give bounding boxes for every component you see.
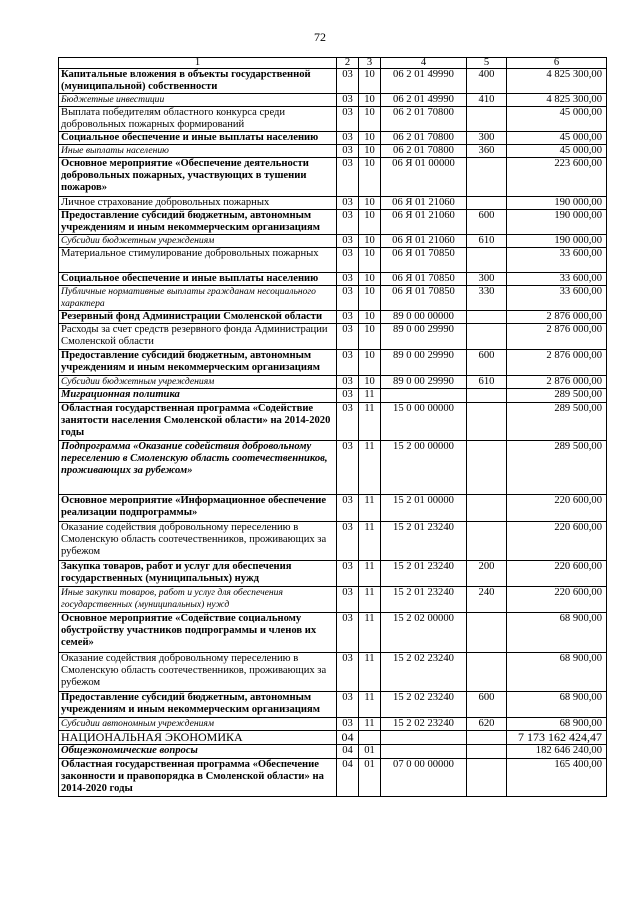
row-subsection-cell: 10: [359, 158, 381, 197]
row-amount-cell: 33 600,00: [507, 273, 607, 286]
row-amount-cell: 220 600,00: [507, 522, 607, 561]
row-subsection-cell: 11: [359, 653, 381, 692]
row-expense-type-cell: [467, 389, 507, 403]
row-target-code-cell: 89 0 00 29990: [381, 324, 467, 350]
row-target-code-cell: 07 0 00 00000: [381, 759, 467, 797]
row-section-cell: 03: [337, 692, 359, 718]
row-target-code-cell: [381, 389, 467, 403]
budget-table: [58, 57, 607, 797]
row-expense-type-cell: 410: [467, 94, 507, 107]
row-target-code-cell: 06 Я 01 70850: [381, 286, 467, 311]
row-name-cell: Предоставление субсидий бюджетным, автономным учреждениям и иным некоммерческим организациям: [59, 210, 337, 235]
row-amount-cell: 190 000,00: [507, 235, 607, 248]
row-expense-type-cell: [467, 311, 507, 324]
row-name-cell: Выплата победителям областного конкурса среди добровольных пожарных формирований: [59, 107, 337, 132]
row-section-cell: 03: [337, 286, 359, 311]
table-row: [59, 132, 607, 145]
table-row: [59, 731, 607, 745]
row-name-cell: Публичные нормативные выплаты гражданам несоциального характера: [59, 286, 337, 311]
row-target-code-cell: [381, 731, 467, 745]
row-amount-cell: 220 600,00: [507, 495, 607, 522]
table-row: [59, 324, 607, 350]
row-target-code-cell: 06 2 01 49990: [381, 94, 467, 107]
row-section-cell: 03: [337, 441, 359, 495]
row-amount-cell: 190 000,00: [507, 210, 607, 235]
row-expense-type-cell: 610: [467, 376, 507, 389]
table-row: [59, 235, 607, 248]
table-row: [59, 495, 607, 522]
row-target-code-cell: 15 2 01 23240: [381, 522, 467, 561]
row-subsection-cell: 11: [359, 522, 381, 561]
row-target-code-cell: 15 2 01 00000: [381, 495, 467, 522]
row-amount-cell: 45 000,00: [507, 145, 607, 158]
row-subsection-cell: 11: [359, 561, 381, 587]
row-name-cell: Расходы за счет средств резервного фонда Администрации Смоленской области: [59, 324, 337, 350]
table-row: [59, 561, 607, 587]
row-amount-cell: 289 500,00: [507, 403, 607, 441]
row-section-cell: 03: [337, 324, 359, 350]
row-target-code-cell: [381, 745, 467, 759]
row-subsection-cell: 10: [359, 286, 381, 311]
row-amount-cell: 2 876 000,00: [507, 376, 607, 389]
row-name-cell: Основное мероприятие «Информационное обеспечение реализации подпрограммы»: [59, 495, 337, 522]
table-row: [59, 350, 607, 376]
row-section-cell: 03: [337, 248, 359, 273]
row-amount-cell: 68 900,00: [507, 613, 607, 653]
row-target-code-cell: 15 0 00 00000: [381, 403, 467, 441]
row-amount-cell: 4 825 300,00: [507, 69, 607, 94]
row-expense-type-cell: [467, 197, 507, 210]
table-row: [59, 248, 607, 273]
row-expense-type-cell: 400: [467, 69, 507, 94]
row-section-cell: 04: [337, 745, 359, 759]
row-name-cell: Областная государственная программа «Обеспечение законности и правопорядка в Смоленской области» на 2014-2020 годы: [59, 759, 337, 797]
row-target-code-cell: 89 0 00 00000: [381, 311, 467, 324]
row-subsection-cell: 10: [359, 311, 381, 324]
row-name-cell: Бюджетные инвестиции: [59, 94, 337, 107]
row-section-cell: 03: [337, 235, 359, 248]
row-subsection-cell: 11: [359, 441, 381, 495]
row-name-cell: Субсидии автономным учреждениям: [59, 718, 337, 731]
row-section-cell: 03: [337, 350, 359, 376]
row-section-cell: 03: [337, 210, 359, 235]
row-name-cell: Общеэкономические вопросы: [59, 745, 337, 759]
row-subsection-cell: 01: [359, 759, 381, 797]
row-expense-type-cell: 610: [467, 235, 507, 248]
row-target-code-cell: 06 Я 01 70850: [381, 273, 467, 286]
row-target-code-cell: 06 2 01 70800: [381, 107, 467, 132]
table-header-row: [59, 58, 607, 69]
row-target-code-cell: 06 2 01 70800: [381, 132, 467, 145]
row-subsection-cell: 10: [359, 376, 381, 389]
row-amount-cell: 2 876 000,00: [507, 324, 607, 350]
row-section-cell: 03: [337, 132, 359, 145]
row-subsection-cell: 10: [359, 132, 381, 145]
row-name-cell: Оказание содействия добровольному переселению в Смоленскую область соотечественников, проживающих за рубежом: [59, 522, 337, 561]
row-subsection-cell: 11: [359, 587, 381, 613]
row-name-cell: Субсидии бюджетным учреждениям: [59, 376, 337, 389]
row-expense-type-cell: [467, 731, 507, 745]
table-row: [59, 158, 607, 197]
table-row: [59, 587, 607, 613]
row-subsection-cell: 10: [359, 145, 381, 158]
row-amount-cell: 190 000,00: [507, 197, 607, 210]
table-row: [59, 273, 607, 286]
row-expense-type-cell: [467, 107, 507, 132]
row-name-cell: Предоставление субсидий бюджетным, автономным учреждениям и иным некоммерческим организациям: [59, 350, 337, 376]
row-expense-type-cell: [467, 248, 507, 273]
row-name-cell: Материальное стимулирование добровольных пожарных: [59, 248, 337, 273]
row-expense-type-cell: [467, 158, 507, 197]
row-expense-type-cell: [467, 613, 507, 653]
row-subsection-cell: 10: [359, 210, 381, 235]
row-subsection-cell: 11: [359, 389, 381, 403]
row-target-code-cell: 06 Я 01 21060: [381, 197, 467, 210]
row-expense-type-cell: 600: [467, 210, 507, 235]
row-subsection-cell: 10: [359, 107, 381, 132]
row-amount-cell: 223 600,00: [507, 158, 607, 197]
row-name-cell: Закупка товаров, работ и услуг для обеспечения государственных (муниципальных) нужд: [59, 561, 337, 587]
row-subsection-cell: 10: [359, 273, 381, 286]
table-row: [59, 441, 607, 495]
row-target-code-cell: 89 0 00 29990: [381, 350, 467, 376]
header-cell-2: 2: [337, 58, 359, 69]
row-name-cell: Личное страхование добровольных пожарных: [59, 197, 337, 210]
table-row: [59, 197, 607, 210]
row-amount-cell: 2 876 000,00: [507, 311, 607, 324]
row-target-code-cell: 15 2 02 23240: [381, 653, 467, 692]
row-amount-cell: 45 000,00: [507, 132, 607, 145]
row-target-code-cell: 15 2 02 23240: [381, 718, 467, 731]
row-expense-type-cell: [467, 403, 507, 441]
table-row: [59, 718, 607, 731]
table-row: [59, 613, 607, 653]
row-name-cell: Капитальные вложения в объекты государственной (муниципальной) собственности: [59, 69, 337, 94]
row-amount-cell: 68 900,00: [507, 718, 607, 731]
row-target-code-cell: 06 2 01 70800: [381, 145, 467, 158]
row-name-cell: Предоставление субсидий бюджетным, автономным учреждениям и иным некоммерческим организациям: [59, 692, 337, 718]
header-cell-5: 5: [467, 58, 507, 69]
row-amount-cell: 68 900,00: [507, 692, 607, 718]
row-amount-cell: 182 646 240,00: [507, 745, 607, 759]
row-target-code-cell: 06 Я 01 70850: [381, 248, 467, 273]
row-target-code-cell: 06 Я 01 00000: [381, 158, 467, 197]
row-section-cell: 03: [337, 145, 359, 158]
row-section-cell: 03: [337, 376, 359, 389]
row-section-cell: 03: [337, 197, 359, 210]
table-row: [59, 759, 607, 797]
row-section-cell: 03: [337, 311, 359, 324]
row-subsection-cell: 10: [359, 94, 381, 107]
row-expense-type-cell: 330: [467, 286, 507, 311]
row-expense-type-cell: 600: [467, 350, 507, 376]
row-section-cell: 03: [337, 718, 359, 731]
table-row: [59, 69, 607, 94]
row-section-cell: 03: [337, 94, 359, 107]
row-expense-type-cell: 240: [467, 587, 507, 613]
row-section-cell: 03: [337, 403, 359, 441]
row-section-cell: 03: [337, 158, 359, 197]
row-amount-cell: 289 500,00: [507, 441, 607, 495]
table-row: [59, 403, 607, 441]
row-amount-cell: 33 600,00: [507, 286, 607, 311]
header-cell-6: 6: [507, 58, 607, 69]
row-name-cell: Областная государственная программа «Содействие занятости населения Смоленской области» на 2014-2020 годы: [59, 403, 337, 441]
row-amount-cell: 4 825 300,00: [507, 94, 607, 107]
row-section-cell: 03: [337, 613, 359, 653]
page-number: 72: [314, 30, 326, 44]
row-target-code-cell: 89 0 00 29990: [381, 376, 467, 389]
row-expense-type-cell: 360: [467, 145, 507, 158]
row-expense-type-cell: [467, 745, 507, 759]
row-target-code-cell: 06 Я 01 21060: [381, 210, 467, 235]
row-name-cell: Миграционная политика: [59, 389, 337, 403]
row-name-cell: Иные закупки товаров, работ и услуг для обеспечения государственных (муниципальных) нужд: [59, 587, 337, 613]
row-target-code-cell: 06 Я 01 21060: [381, 235, 467, 248]
row-name-cell: Социальное обеспечение и иные выплаты населению: [59, 273, 337, 286]
row-section-cell: 03: [337, 389, 359, 403]
row-amount-cell: 2 876 000,00: [507, 350, 607, 376]
row-expense-type-cell: 300: [467, 132, 507, 145]
table-row: [59, 389, 607, 403]
table-row: [59, 653, 607, 692]
row-subsection-cell: 11: [359, 495, 381, 522]
row-section-cell: 03: [337, 273, 359, 286]
row-target-code-cell: 15 2 01 23240: [381, 561, 467, 587]
row-name-cell: Основное мероприятие «Содействие социальному обустройству участников подпрограммы и членов их семей»: [59, 613, 337, 653]
row-expense-type-cell: 600: [467, 692, 507, 718]
row-section-cell: 03: [337, 107, 359, 132]
row-expense-type-cell: [467, 522, 507, 561]
row-amount-cell: 220 600,00: [507, 587, 607, 613]
row-name-cell: Резервный фонд Администрации Смоленской области: [59, 311, 337, 324]
row-subsection-cell: 10: [359, 324, 381, 350]
row-subsection-cell: 10: [359, 69, 381, 94]
row-section-cell: 03: [337, 495, 359, 522]
row-subsection-cell: 10: [359, 197, 381, 210]
row-subsection-cell: 11: [359, 692, 381, 718]
table-row: [59, 94, 607, 107]
row-expense-type-cell: 300: [467, 273, 507, 286]
row-expense-type-cell: [467, 495, 507, 522]
row-amount-cell: 68 900,00: [507, 653, 607, 692]
table-row: [59, 522, 607, 561]
row-subsection-cell: 10: [359, 248, 381, 273]
row-expense-type-cell: [467, 441, 507, 495]
row-amount-cell: 45 000,00: [507, 107, 607, 132]
row-amount-cell: 289 500,00: [507, 389, 607, 403]
row-target-code-cell: 06 2 01 49990: [381, 69, 467, 94]
row-subsection-cell: 10: [359, 235, 381, 248]
table-row: [59, 210, 607, 235]
row-target-code-cell: 15 2 01 23240: [381, 587, 467, 613]
row-section-cell: 03: [337, 653, 359, 692]
row-target-code-cell: 15 2 02 23240: [381, 692, 467, 718]
row-section-cell: 03: [337, 561, 359, 587]
row-amount-cell: 220 600,00: [507, 561, 607, 587]
row-section-cell: 03: [337, 587, 359, 613]
row-expense-type-cell: 620: [467, 718, 507, 731]
row-amount-cell: 165 400,00: [507, 759, 607, 797]
row-name-cell: Субсидии бюджетным учреждениям: [59, 235, 337, 248]
row-target-code-cell: 15 2 00 00000: [381, 441, 467, 495]
table-row: [59, 745, 607, 759]
row-name-cell: Подпрограмма «Оказание содействия добровольному переселению в Смоленскую область соотечественников, проживающих за рубежом»: [59, 441, 337, 495]
row-target-code-cell: 15 2 02 00000: [381, 613, 467, 653]
table-row: [59, 376, 607, 389]
row-name-cell: Оказание содействия добровольному переселению в Смоленскую область соотечественников, проживающих за рубежом: [59, 653, 337, 692]
row-subsection-cell: [359, 731, 381, 745]
row-subsection-cell: 11: [359, 403, 381, 441]
row-section-cell: 03: [337, 69, 359, 94]
header-cell-4: 4: [381, 58, 467, 69]
header-cell-1: 1: [59, 58, 337, 69]
row-expense-type-cell: [467, 653, 507, 692]
row-subsection-cell: 11: [359, 718, 381, 731]
row-expense-type-cell: [467, 324, 507, 350]
row-section-cell: 03: [337, 522, 359, 561]
row-expense-type-cell: 200: [467, 561, 507, 587]
row-section-cell: 04: [337, 759, 359, 797]
table-row: [59, 107, 607, 132]
header-cell-3: 3: [359, 58, 381, 69]
row-name-cell: НАЦИОНАЛЬНАЯ ЭКОНОМИКА: [59, 731, 337, 745]
row-expense-type-cell: [467, 759, 507, 797]
row-name-cell: Иные выплаты населению: [59, 145, 337, 158]
row-name-cell: Социальное обеспечение и иные выплаты населению: [59, 132, 337, 145]
row-amount-cell: 7 173 162 424,47: [507, 731, 607, 745]
table-row: [59, 311, 607, 324]
row-section-cell: 04: [337, 731, 359, 745]
table-row: [59, 145, 607, 158]
table-row: [59, 286, 607, 311]
table-row: [59, 692, 607, 718]
row-subsection-cell: 10: [359, 350, 381, 376]
row-subsection-cell: 11: [359, 613, 381, 653]
row-amount-cell: 33 600,00: [507, 248, 607, 273]
row-subsection-cell: 01: [359, 745, 381, 759]
row-name-cell: Основное мероприятие «Обеспечение деятельности добровольных пожарных, участвующих в тушении пожаров»: [59, 158, 337, 197]
